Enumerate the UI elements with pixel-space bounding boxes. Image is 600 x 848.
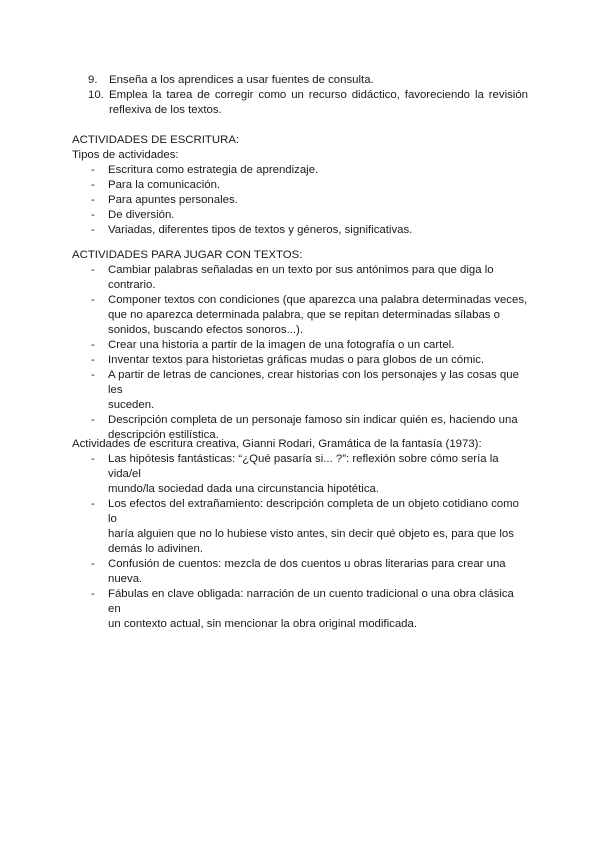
section-subheading: Tipos de actividades:	[72, 149, 179, 161]
list-item-line: un contexto actual, sin mencionar la obra original modificada.	[108, 618, 417, 630]
item-text: Enseña a los aprendices a usar fuentes de consulta.	[109, 74, 374, 86]
section-heading: ACTIVIDADES PARA JUGAR CON TEXTOS:	[72, 249, 303, 261]
section-jugar	[72, 248, 528, 443]
bullet-list	[72, 263, 528, 443]
dash-bullet: -	[91, 264, 95, 276]
section-heading: Actividades de escritura creativa, Gianni Rodari, Gramática de la fantasía (1973):	[72, 438, 482, 450]
dash-bullet: -	[91, 354, 95, 366]
list-item	[72, 497, 528, 557]
dash-bullet: -	[91, 194, 95, 206]
dash-bullet: -	[91, 179, 95, 191]
list-item	[72, 587, 528, 632]
list-item-line: nueva.	[108, 573, 143, 585]
list-item-line: Para la comunicación.	[108, 179, 221, 191]
dash-bullet: -	[91, 588, 95, 600]
list-item-line: sonidos, buscando efectos sonoros...).	[108, 324, 304, 336]
list-item-line: Para apuntes personales.	[108, 194, 238, 206]
list-item-line: A partir de letras de canciones, crear historias con los personajes y las cosas que les	[108, 369, 519, 396]
list-item-line: Inventar textos para historietas gráficas mudas o para globos de un cómic.	[108, 354, 485, 366]
list-item	[72, 368, 528, 413]
section-escritura	[72, 133, 528, 238]
list-item	[72, 208, 528, 223]
dash-bullet: -	[91, 498, 95, 510]
list-item-line: Cambiar palabras señaladas en un texto por sus antónimos para que diga lo	[108, 264, 494, 276]
list-item	[72, 338, 528, 353]
dash-bullet: -	[91, 453, 95, 465]
list-item-line: haría alguien que no lo hubiese visto antes, sin decir qué objeto es, para que los	[108, 528, 514, 540]
list-item	[72, 452, 528, 497]
bullet-list	[72, 163, 528, 238]
dash-bullet: -	[91, 209, 95, 221]
list-item-line: Fábulas en clave obligada: narración de un cuento tradicional o una obra clásica en	[108, 588, 514, 615]
numbered-list	[72, 73, 528, 118]
dash-bullet: -	[91, 294, 95, 306]
dash-bullet: -	[91, 369, 95, 381]
section-heading: ACTIVIDADES DE ESCRITURA:	[72, 134, 240, 146]
list-item-line: Escritura como estrategia de aprendizaje.	[108, 164, 319, 176]
bullet-list	[72, 452, 528, 632]
item-number: 10.	[88, 89, 104, 101]
numbered-item	[72, 73, 528, 88]
list-item	[72, 193, 528, 208]
dash-bullet: -	[91, 414, 95, 426]
dash-bullet: -	[91, 558, 95, 570]
numbered-item	[72, 88, 528, 118]
list-item-line: contrario.	[108, 279, 156, 291]
item-text: Emplea la tarea de corregir como un recurso didáctico, favoreciendo la revisión	[109, 89, 528, 101]
item-text-continued: reflexiva de los textos.	[109, 104, 222, 116]
list-item-line: descripción estilística.	[108, 429, 219, 441]
list-item-line: demás lo adivinen.	[108, 543, 203, 555]
dash-bullet: -	[91, 339, 95, 351]
list-item-line: mundo/la sociedad dada una circunstancia hipotética.	[108, 483, 380, 495]
list-item	[72, 353, 528, 368]
list-item-line: De diversión.	[108, 209, 175, 221]
dash-bullet: -	[91, 164, 95, 176]
list-item-line: Componer textos con condiciones (que aparezca una palabra determinadas veces,	[108, 294, 528, 306]
list-item	[72, 178, 528, 193]
list-item-line: Confusión de cuentos: mezcla de dos cuentos u obras literarias para crear una	[108, 558, 506, 570]
section-creativa	[72, 437, 528, 632]
list-item-line: Los efectos del extrañamiento: descripción completa de un objeto cotidiano como lo	[108, 498, 519, 525]
list-item	[72, 293, 528, 338]
list-item-line: que no aparezca determinada palabra, que se repitan determinadas sílabas o	[108, 309, 500, 321]
list-item	[72, 263, 528, 293]
list-item-line: suceden.	[108, 399, 155, 411]
dash-bullet: -	[91, 224, 95, 236]
list-item	[72, 557, 528, 587]
list-item-line: Crear una historia a partir de la imagen de una fotografía o un cartel.	[108, 339, 455, 351]
item-number: 9.	[88, 74, 98, 86]
list-item-line: Variadas, diferentes tipos de textos y géneros, significativas.	[108, 224, 413, 236]
list-item-line: Las hipótesis fantásticas: “¿Qué pasaría si... ?”: reflexión sobre cómo sería la vida/el	[108, 453, 499, 480]
list-item-line: Descripción completa de un personaje famoso sin indicar quién es, haciendo una	[108, 414, 518, 426]
list-item	[72, 163, 528, 178]
list-item	[72, 223, 528, 238]
